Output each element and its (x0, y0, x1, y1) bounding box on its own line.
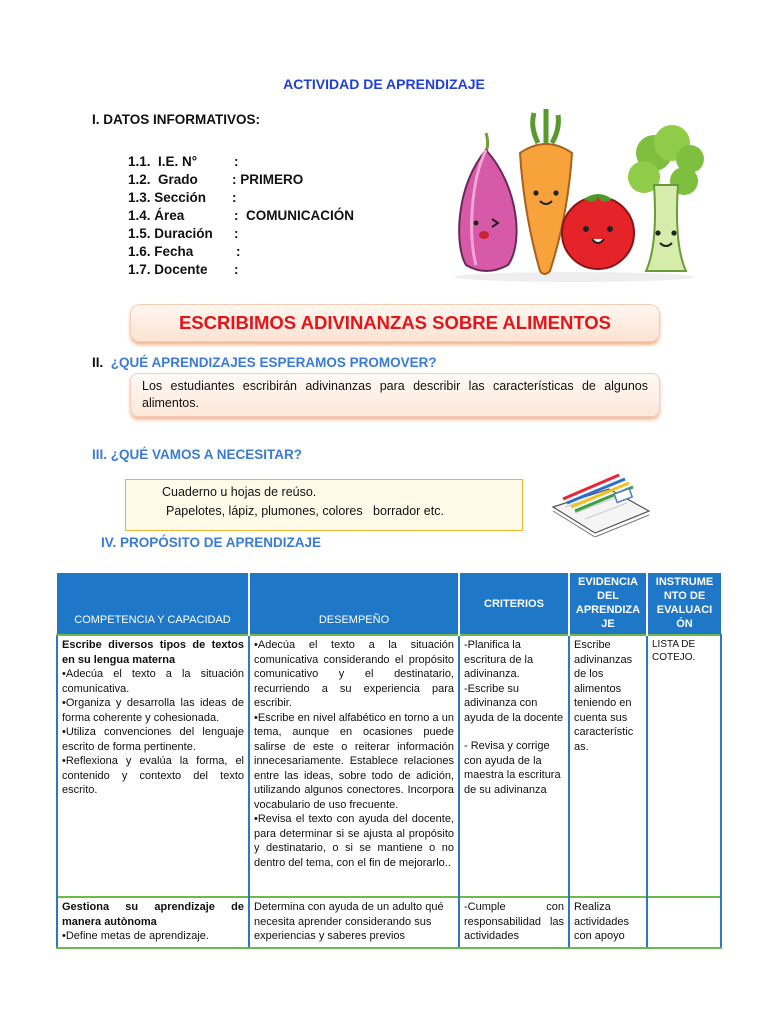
section-proposito-heading: IV. PROPÓSITO DE APRENDIZAJE (101, 535, 322, 550)
row1-desempeno-3: • Revisa el texto con ayuda del docente, para determinar si se ajusta al propósito y destinatario, o si se mantiene o no dentro del tema, con el fin de mejorarlo.. (254, 812, 454, 870)
section-necesitar-heading: III. ¿QUÉ VAMOS A NECESITAR? (92, 447, 303, 462)
row2-capacidad-1: • Define metas de aprendizaje. (62, 929, 244, 944)
datos-row-fecha: 1.6. Fecha : (128, 244, 241, 259)
section-datos-heading: I. DATOS INFORMATIVOS: (92, 112, 260, 127)
row2-competencia (57, 897, 249, 948)
row1-capacidad-4: • Reflexiona y evalúa la forma, el contenido y contexto del texto escrito. (62, 754, 244, 798)
materials-box (125, 479, 523, 531)
aprendizajes-box: Los estudiantes escribirán adivinanzas para describir las características de algunos alimentos. (130, 373, 660, 417)
activity-banner: ESCRIBIMOS ADIVINANZAS SOBRE ALIMENTOS (130, 304, 660, 342)
datos-row-duracion: 1.5. Duración : (128, 226, 239, 241)
materials-line-1: Cuaderno u hojas de reúso. (162, 485, 317, 499)
datos-row-seccion: 1.3. Sección : (128, 190, 237, 205)
header-evidencia: EVIDENCIA DEL APRENDIZA JE (569, 573, 647, 635)
datos-row-ie: 1.1. I.E. N° : (128, 154, 239, 169)
purpose-table (56, 573, 722, 949)
row1-competencia-title: Escribe diversos tipos de textos en su lengua materna (62, 639, 244, 666)
datos-row-docente: 1.7. Docente : (128, 262, 239, 277)
header-criterios: CRITERIOS (459, 573, 569, 635)
row2-desempeno: Determina con ayuda de un adulto qué necesita aprender considerando sus experiencias y saberes previos (249, 897, 459, 948)
document-title: ACTIVIDAD DE APRENDIZAJE (283, 76, 485, 92)
materials-line-2: Papelotes, lápiz, plumones, colores borrador etc. (166, 504, 444, 518)
header-desempeno: DESEMPEÑO (249, 573, 459, 635)
section-aprendizajes-heading: II. ¿QUÉ APRENDIZAJES ESPERAMOS PROMOVER? (92, 355, 437, 370)
vegetables-illustration (446, 105, 704, 283)
row2-evidencia: Realiza actividades con apoyo (569, 897, 647, 948)
row1-competencia (57, 635, 249, 897)
row2-competencia-title: Gestiona su aprendizaje de manera autònoma (62, 901, 244, 928)
row1-instrumento: LISTA DE COTEJO. (647, 635, 721, 897)
row2-instrumento (647, 897, 721, 948)
row1-capacidad-2: • Organiza y desarrolla las ideas de forma coherente y cohesionada. (62, 696, 244, 725)
header-competencia: COMPETENCIA Y CAPACIDAD (57, 573, 249, 635)
row1-desempeno-2: • Escribe en nivel alfabético en torno a un tema, aunque en ocasiones puede salirse de este o reiterar información innecesariamente. Establece relaciones entre las ideas, sobre todo de adición, utilizando algunos conectores. Incorpora vocabulario de uso frecuente. (254, 711, 454, 813)
datos-row-area: 1.4. Área : COMUNICACIÓN (128, 208, 354, 223)
row1-criterios: -Planifica la escritura de la adivinanza. -Escribe su adivinanza con ayuda de la docente - Revisa y corrige con ayuda de la maestra la escritura de su adivinanza (459, 635, 569, 897)
row1-evidencia: Escribe adivinanzas de los alimentos teniendo en cuenta sus característic as. (569, 635, 647, 897)
row1-desempeno (249, 635, 459, 897)
header-instrumento: INSTRUME NTO DE EVALUACI ÓN (647, 573, 721, 635)
row2-criterios: -Cumple con responsabilidad las actividades (459, 897, 569, 948)
datos-list (128, 153, 354, 279)
row1-capacidad-3: • Utiliza convenciones del lenguaje escrito de forma pertinente. (62, 725, 244, 754)
notebook-pencils-illustration (545, 467, 653, 537)
datos-row-grado: 1.2. Grado : PRIMERO (128, 172, 304, 187)
row1-desempeno-1: • Adecúa el texto a la situación comunicativa considerando el propósito comunicativo y el destinatario, recurriendo a su experiencia para escribir. (254, 638, 454, 711)
row1-capacidad-1: • Adecúa el texto a la situación comunicativa. (62, 667, 244, 696)
